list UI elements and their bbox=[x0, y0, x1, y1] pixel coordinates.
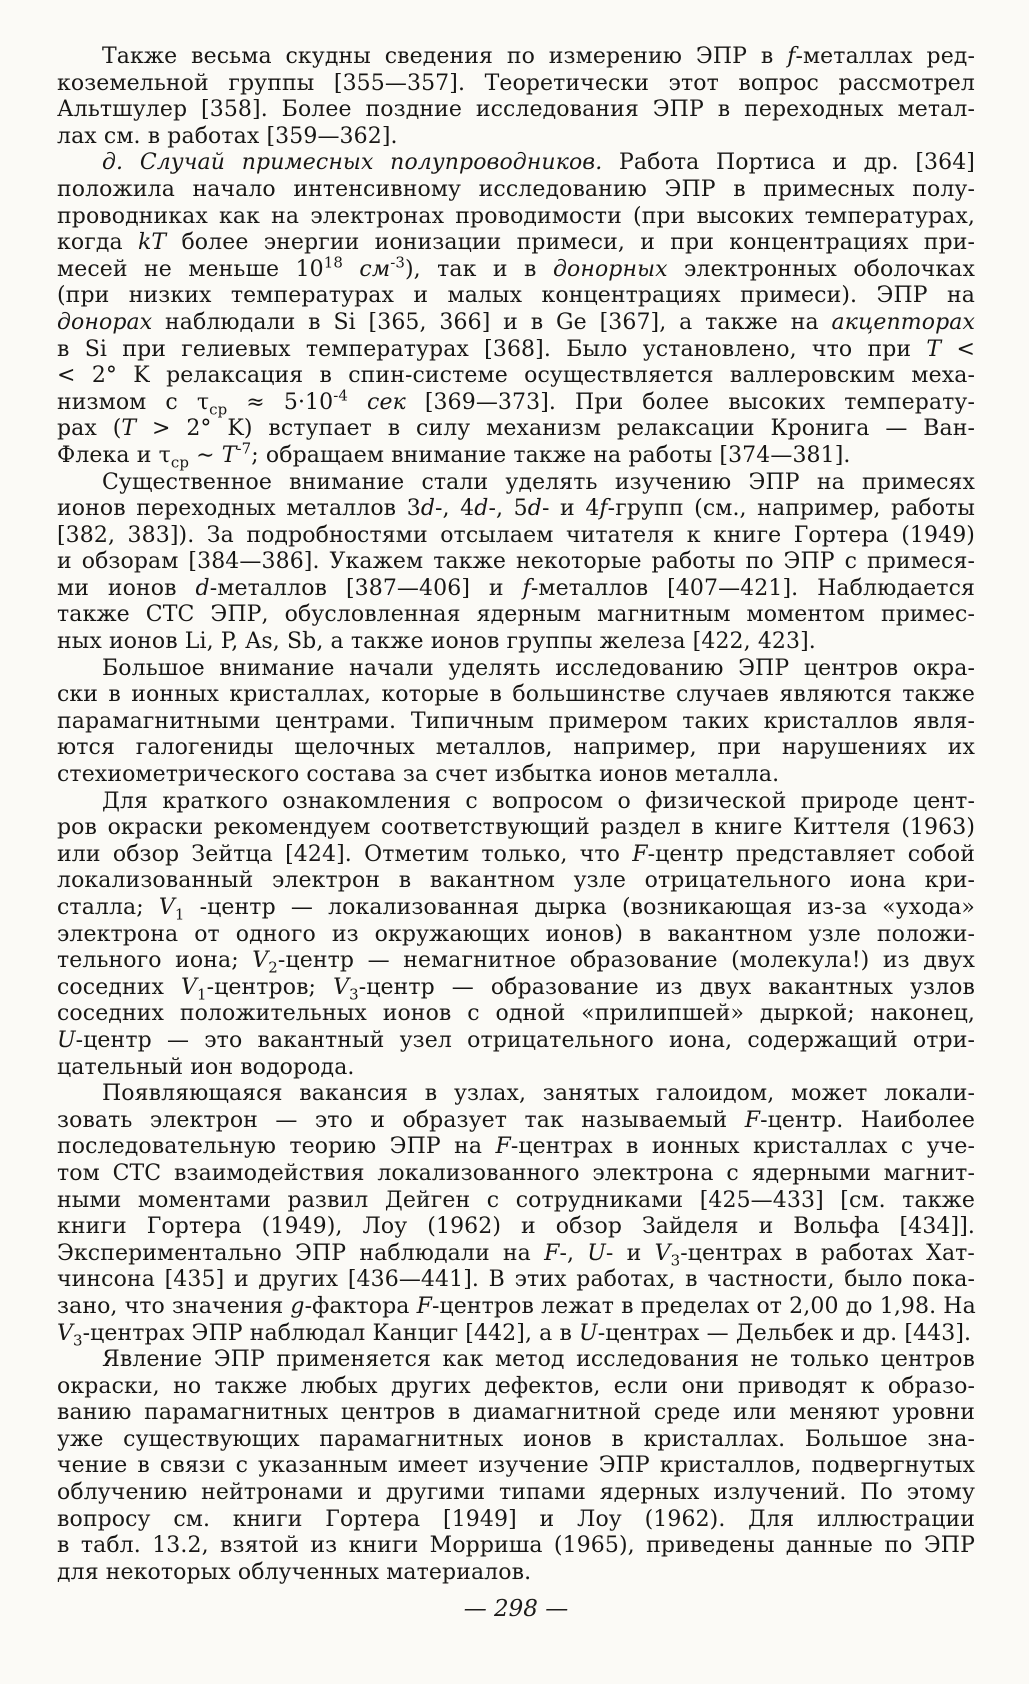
text-line: U-центр — это вакантный узел отрицательного иона, содержащий отри- bbox=[57, 1027, 975, 1053]
text-line: Появляющаяся вакансия в узлах, занятых галоидом, может локали- bbox=[102, 1081, 975, 1107]
text-line: окраски, но также любых других дефектов, если они приводят к образо- bbox=[57, 1373, 975, 1399]
text-line: когда kT более энергии ионизации примеси, и при концентрациях при- bbox=[57, 230, 976, 256]
text-line: или обзор Зейтца [424]. Отметим только, что F-центр представляет собой bbox=[57, 841, 975, 867]
text-line: зовать электрон — это и образует так называемый F-центр. Наиболее bbox=[57, 1107, 975, 1133]
page-footer bbox=[57, 1596, 975, 1622]
text-line: < 2° K релаксация в спин-системе осуществляется валлеровским меха- bbox=[57, 363, 975, 389]
text-line: вопросу см. книги Гортера [1949] и Лоу (1962). Для иллюстрации bbox=[57, 1506, 975, 1532]
text-line: Существенное внимание стали уделять изучению ЭПР на примесях bbox=[102, 469, 975, 495]
text-line: тельного иона; $V_2$-центр — немагнитное образование (молекула!) из двух bbox=[57, 948, 975, 977]
text-line: ионов переходных металлов 3d-, 4d-, 5d- и 4f-групп (см., например, работы bbox=[57, 496, 975, 522]
text-line: уже существующих парамагнитных ионов в кристаллах. Большое зна- bbox=[57, 1426, 975, 1452]
text-line: лах см. в работах [359—362]. bbox=[57, 123, 398, 149]
text-line: ными моментами развил Дейген с сотрудниками [425—433] [см. также bbox=[57, 1187, 975, 1213]
text-line: Для краткого ознакомления с вопросом о физической природе цент- bbox=[102, 788, 975, 814]
text-line: соседних $V_1$-центров; $V_3$-центр — образование из двух вакантных узлов bbox=[57, 974, 975, 1004]
text-line: ванию парамагнитных центров в диамагнитной среде или меняют уровни bbox=[57, 1400, 975, 1426]
text-line: ски в ионных кристаллах, которые в большинстве случаев являются также bbox=[57, 682, 975, 708]
text-line: месей не меньше $10^{18}$ $см^{-3}$), так и в донорных электронных оболочках bbox=[57, 253, 975, 282]
text-line: в Si при гелиевых температурах [368]. Было установлено, что при T < bbox=[57, 336, 975, 362]
text-line: для некоторых облученных материалов. bbox=[57, 1559, 532, 1585]
text-line: низмом с $\tau_{ср} \approx 5\cdot 10^{-4}$ сек [369—373]. При более высоких температу- bbox=[57, 386, 976, 419]
page-number: — 298 — bbox=[463, 1596, 569, 1622]
text-line: проводниках как на электронах проводимости (при высоких температурах, bbox=[57, 203, 975, 229]
text-line: д. Случай примесных полупроводников. Работа Портиса и др. [364] bbox=[102, 150, 975, 176]
text-line: Также весьма скудны сведения по измерению ЭПР в f-металлах ред- bbox=[102, 44, 975, 69]
text-line: чинсона [435] и других [436—441]. В этих работах, в частности, было пока- bbox=[57, 1267, 975, 1293]
text-line: Большое внимание начали уделять исследованию ЭПР центров окра- bbox=[102, 655, 975, 681]
text-line: коземельной группы [355—357]. Теоретически этот вопрос рассмотрел bbox=[57, 70, 975, 96]
text-line: зано, что значения g-фактора F-центров лежат в пределах от 2,00 до 1,98. На bbox=[57, 1293, 976, 1319]
text-line: [382, 383]). За подробностями отсылаем читателя к книге Гортера (1949) bbox=[57, 522, 975, 548]
page-text-block bbox=[57, 44, 975, 1586]
text-line: электрона от одного из окружающих ионов) в вакантном узле положи- bbox=[57, 921, 975, 947]
text-line: цательный ион водорода. bbox=[57, 1054, 355, 1080]
text-line: положила начало интенсивному исследованию ЭПР в примесных полу- bbox=[57, 176, 975, 202]
text-line: сталла; $V_1$ -центр — локализованная дырка (возникающая из-за «ухода» bbox=[57, 895, 975, 924]
text-line: Экспериментально ЭПР наблюдали на F-, U- и $V_3$-центрах в работах Хат- bbox=[57, 1240, 975, 1270]
text-line: Альтшулер [358]. Более поздние исследования ЭПР в переходных метал- bbox=[57, 97, 975, 123]
text-line: чение в связи с указанным имеет изучение ЭПР кристаллов, подвергнутых bbox=[57, 1453, 975, 1479]
text-line: книги Гортера (1949), Лоу (1962) и обзор Зайделя и Вольфа [434]]. bbox=[57, 1214, 975, 1240]
text-line: стехиометрического состава за счет избытка ионов металла. bbox=[57, 762, 780, 788]
text-line: $V_3$-центрах ЭПР наблюдал Канциг [442], а в U-центрах — Дельбек и др. [443]. bbox=[57, 1320, 972, 1349]
text-line: ми ионов d-металлов [387—406] и f-металлов [407—421]. Наблюдается bbox=[57, 575, 975, 601]
text-line: облучению нейтронами и другими типами ядерных излучений. По этому bbox=[57, 1480, 975, 1506]
text-line: Явление ЭПР применяется как метод исследования не только центров bbox=[102, 1347, 975, 1373]
text-line: донорах наблюдали в Si [365, 366] и в Ge [367], а также на акцепторах bbox=[57, 309, 975, 335]
text-line: ров окраски рекомендуем соответствующий раздел в книге Киттеля (1963) bbox=[57, 815, 975, 841]
text-line: Флека и $\tau_{ср}$ ∼ $T^{-7}$; обращаем внимание также на работы [374—381]. bbox=[57, 439, 851, 472]
text-line: (при низких температурах и малых концентрациях примеси). ЭПР на bbox=[57, 283, 975, 309]
text-line: рах (T > 2° K) вступает в силу механизм релаксации Кронига — Ван- bbox=[57, 416, 976, 442]
text-line: соседних положительных ионов с одной «прилипшей» дыркой; наконец, bbox=[57, 1001, 975, 1027]
text-line: последовательную теорию ЭПР на F-центрах в ионных кристаллах с уче- bbox=[57, 1134, 975, 1160]
text-line: ются галогениды щелочных металлов, например, при нарушениях их bbox=[57, 735, 975, 761]
text-line: локализованный электрон в вакантном узле отрицательного иона кри- bbox=[57, 868, 975, 894]
text-line: парамагнитными центрами. Типичным примером таких кристаллов явля- bbox=[57, 708, 975, 734]
text-line: ных ионов Li, P, As, Sb, а также ионов группы железа [422, 423]. bbox=[57, 629, 816, 655]
text-line: в табл. 13.2, взятой из книги Морриша (1965), приведены данные по ЭПР bbox=[57, 1533, 975, 1559]
text-line: также СТС ЭПР, обусловленная ядерным магнитным моментом примес- bbox=[57, 602, 975, 628]
text-line: и обзорам [384—386]. Укажем также некоторые работы по ЭПР с примеся- bbox=[57, 549, 975, 575]
text-line: том СТС взаимодействия локализованного электрона с ядерными магнит- bbox=[57, 1160, 975, 1186]
